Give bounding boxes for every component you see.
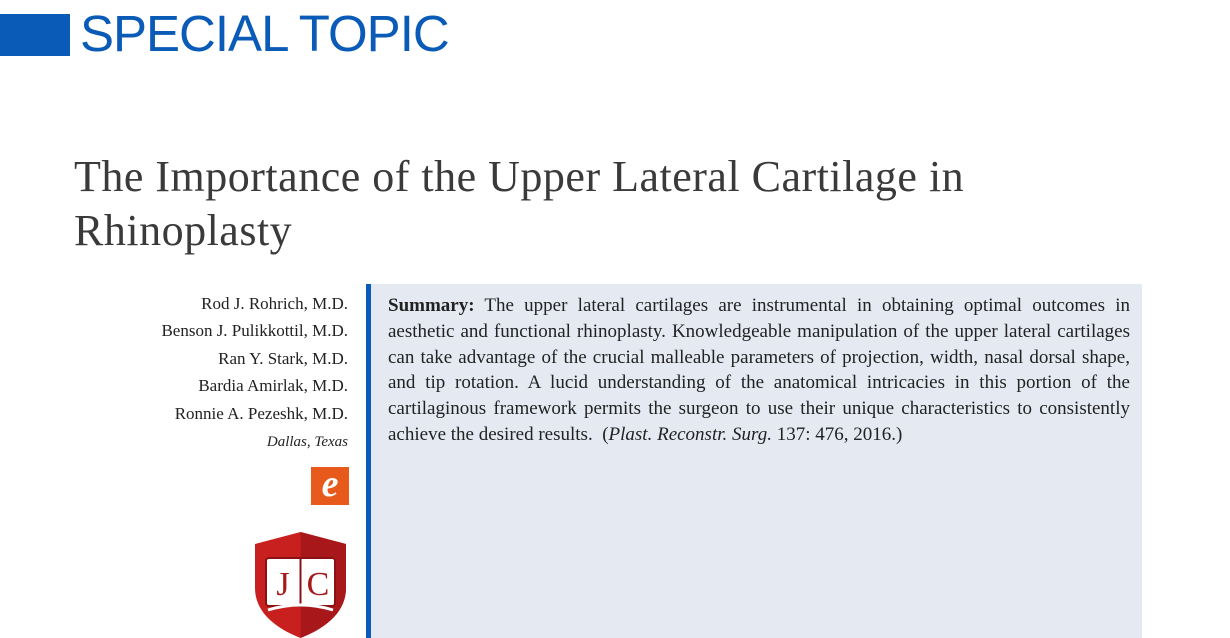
e-content-badge-icon[interactable] — [311, 463, 349, 505]
section-label: SPECIAL TOPIC — [80, 5, 449, 62]
author-name: Benson J. Pulikkottil, M.D. — [161, 321, 348, 341]
article-title: The Importance of the Upper Lateral Cartilage in Rhinoplasty — [74, 152, 965, 255]
author-name: Ronnie A. Pezeshk, M.D. — [174, 403, 348, 423]
summary-paragraph — [388, 293, 1130, 448]
citation-journal: Plast. Reconstr. Surg. — [608, 423, 772, 445]
jc-badge-label — [0, 0, 1, 1]
summary-body: The upper lateral cartilages are instrumental in obtaining optimal outcomes in aesthetic and functional rhinoplasty. Knowledgeable manipulation of the upper lateral cartilages can take advantage of the crucial malleable parameters of projection, width, nasal dorsal shape, and tip rotation. A lucid understanding of the anatomical intricacies in this portion of the cartilaginous framework permits the surgeon to use their unique characteristics to consistently achieve the desired results. — [388, 295, 1130, 445]
jc-letter-j: J — [276, 566, 290, 603]
author-name: Rod J. Rohrich, M.D. — [201, 294, 348, 313]
summary-label: Summary: — [388, 295, 475, 316]
citation-open: ( — [592, 423, 609, 445]
author-name: Bardia Amirlak, M.D. — [198, 376, 348, 396]
author-location: Dallas, Texas — [266, 434, 348, 450]
journal-club-shield-icon[interactable] — [252, 530, 349, 638]
jc-letter-c: C — [306, 566, 330, 603]
section-color-bar — [0, 14, 70, 56]
summary-abstract-box — [366, 284, 1142, 638]
author-name: Ran Y. Stark, M.D. — [218, 348, 348, 368]
e-badge-letter: e — [321, 463, 339, 505]
citation-details: 137: 476, 2016.) — [771, 423, 903, 445]
author-list — [40, 290, 348, 427]
